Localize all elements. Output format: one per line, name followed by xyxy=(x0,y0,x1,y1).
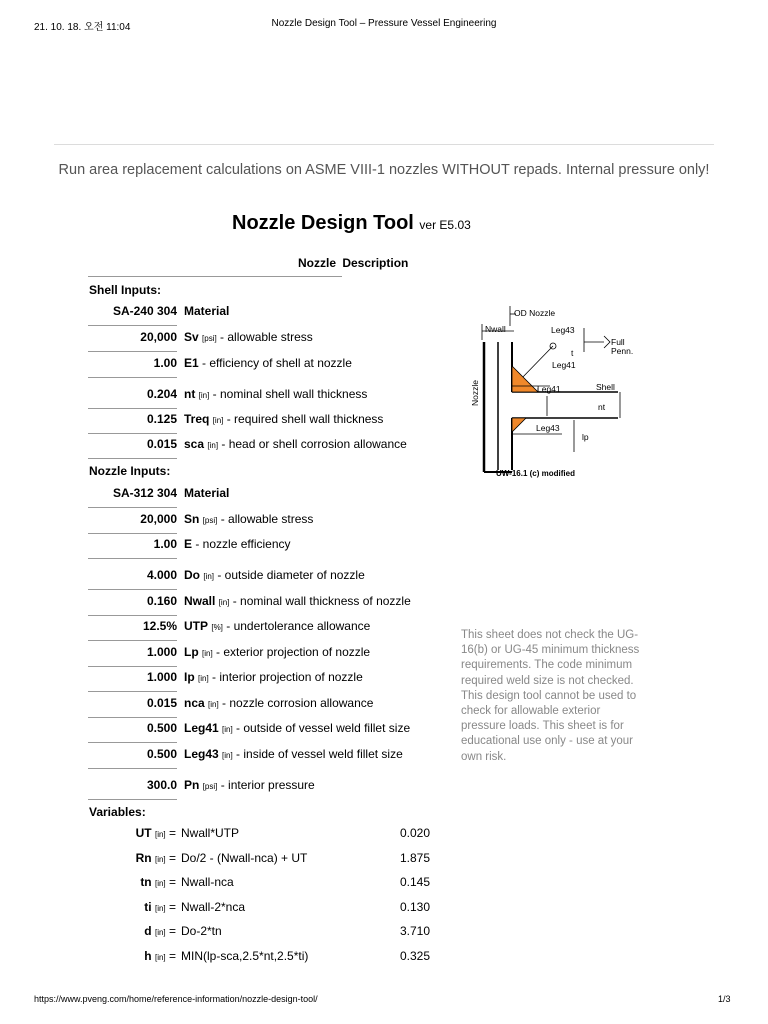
nt-symbol: nt xyxy=(184,387,196,401)
label-nwall: Nwall xyxy=(485,324,506,334)
utp-symbol: UTP xyxy=(184,619,208,633)
tn-name xyxy=(88,875,176,889)
pn-symbol: Pn xyxy=(184,778,200,792)
utp-label xyxy=(184,619,370,633)
pn-unit: [psi] xyxy=(202,782,218,791)
description-underline xyxy=(88,276,342,277)
tn-unit: [in] xyxy=(154,879,166,888)
print-datetime: 21. 10. 18. 오전 11:04 xyxy=(34,22,131,33)
ti-formula: Nwall-2*nca xyxy=(181,900,246,914)
sca-desc: - head or shell corrosion allowance xyxy=(218,437,407,451)
treq-desc: - required shell wall thickness xyxy=(223,412,384,426)
e1-desc: - efficiency of shell at nozzle xyxy=(198,356,352,370)
rn-name xyxy=(88,851,176,865)
ip-label xyxy=(184,670,363,684)
pn-desc: - interior pressure xyxy=(217,778,315,792)
e-value[interactable]: 1.00 xyxy=(88,537,177,559)
sv-value[interactable]: 20,000 xyxy=(88,330,177,352)
tool-title xyxy=(232,212,471,235)
do-symbol: Do xyxy=(184,568,200,582)
utp-desc: - undertolerance allowance xyxy=(222,619,371,633)
leg43-unit: [in] xyxy=(222,751,233,760)
diagram-caption: UW-16.1 (c) modified xyxy=(496,469,575,478)
ti-name xyxy=(88,900,176,914)
rn-symbol: Rn xyxy=(135,851,152,865)
d-formula: Do-2*tn xyxy=(181,924,222,938)
rn-result: 1.875 xyxy=(399,851,430,865)
nca-label xyxy=(184,696,373,710)
inner-fillet-weld xyxy=(512,418,526,432)
ip-desc: - interior projection of nozzle xyxy=(208,670,363,684)
pn-value[interactable]: 300.0 xyxy=(88,778,177,800)
nca-unit: [in] xyxy=(208,700,219,709)
tn-formula: Nwall-nca xyxy=(181,875,234,889)
label-nozzle: Nozzle xyxy=(470,380,480,406)
leg41-symbol: Leg41 xyxy=(184,721,219,735)
h-formula: MIN(lp-sca,2.5*nt,2.5*ti) xyxy=(181,949,309,963)
lp-value[interactable]: 1.000 xyxy=(88,645,177,667)
nca-symbol: nca xyxy=(184,696,205,710)
label-nt: nt xyxy=(598,402,606,412)
ut-formula: Nwall*UTP xyxy=(181,826,240,840)
sv-unit: [psi] xyxy=(202,334,217,343)
label-lp: lp xyxy=(582,432,589,442)
shell-inputs-heading: Shell Inputs: xyxy=(89,283,161,297)
weld-symbol-arrow xyxy=(604,336,610,348)
ti-result: 0.130 xyxy=(399,900,430,914)
nwall-desc: - nominal wall thickness of nozzle xyxy=(229,594,411,608)
treq-unit: [in] xyxy=(212,416,224,425)
tool-name: Nozzle Design Tool xyxy=(232,212,414,234)
leg43-symbol: Leg43 xyxy=(184,747,219,761)
do-label xyxy=(184,568,365,582)
ut-unit: [in] xyxy=(154,830,166,839)
nozzle-description: Nozzle Description xyxy=(298,256,409,270)
lp-symbol: Lp xyxy=(184,645,199,659)
e1-value[interactable]: 1.00 xyxy=(88,356,177,378)
ti-equals: = xyxy=(165,900,176,914)
label-t: t xyxy=(571,348,574,358)
label-leg43: Leg43 xyxy=(536,423,560,433)
ip-value[interactable]: 1.000 xyxy=(88,670,177,692)
ut-name xyxy=(88,826,176,840)
variables-heading: Variables: xyxy=(89,805,146,819)
label-od-nozzle: OD Nozzle xyxy=(514,308,556,318)
divider xyxy=(54,144,714,145)
h-symbol: h xyxy=(144,949,152,963)
e-symbol: E xyxy=(184,537,193,551)
ip-unit: [in] xyxy=(198,674,209,683)
ut-result: 0.020 xyxy=(399,826,430,840)
nozzle-material-text: Material xyxy=(184,486,230,500)
label-leg41-top: Leg41 xyxy=(552,360,576,370)
d-equals: = xyxy=(165,924,176,938)
leg41-value[interactable]: 0.500 xyxy=(88,721,177,743)
nwall-value[interactable]: 0.160 xyxy=(88,594,177,616)
nt-unit: [in] xyxy=(198,391,210,400)
lp-desc: - exterior projection of nozzle xyxy=(212,645,371,659)
nozzle-material-label xyxy=(184,486,229,500)
treq-label xyxy=(184,412,383,426)
nt-value[interactable]: 0.204 xyxy=(88,387,177,409)
label-penn: Penn. xyxy=(611,346,634,356)
h-unit: [in] xyxy=(154,953,166,962)
weld-detail-diagram xyxy=(458,300,650,484)
rn-formula: Do/2 - (Nwall-nca) + UT xyxy=(181,851,308,865)
h-result: 0.325 xyxy=(399,949,430,963)
d-symbol: d xyxy=(144,924,152,938)
sv-label xyxy=(184,330,313,344)
d-result: 3.710 xyxy=(399,924,430,938)
nwall-label xyxy=(184,594,411,608)
tn-symbol: tn xyxy=(140,875,152,889)
nt-label xyxy=(184,387,367,401)
nca-value[interactable]: 0.015 xyxy=(88,696,177,718)
sn-value[interactable]: 20,000 xyxy=(88,512,177,534)
label-shell: Shell xyxy=(596,382,615,392)
rn-equals: = xyxy=(165,851,176,865)
leg41-desc: - outside of vessel weld fillet size xyxy=(232,721,411,735)
sv-symbol: Sv xyxy=(184,330,199,344)
ip-symbol: Ip xyxy=(184,670,195,684)
lp-unit: [in] xyxy=(202,649,213,658)
ut-equals: = xyxy=(165,826,176,840)
leg41-label xyxy=(184,721,410,735)
d-name xyxy=(88,924,176,938)
shell-material-value[interactable]: SA-240 304 xyxy=(88,304,177,326)
disclaimer-note: This sheet does not check the UG-16(b) or UG-45 minimum thickness requirements. The code minimum required weld size is not checked. This design tool cannot be used to check for allowable exterior pressure loads. This sheet is for educational use only - use at your own risk. xyxy=(461,629,640,763)
outer-fillet-weld xyxy=(512,366,538,392)
label-leg41: Leg41 xyxy=(537,384,561,394)
treq-symbol: Treq xyxy=(184,412,210,426)
do-value[interactable]: 4.000 xyxy=(88,568,177,590)
sca-value[interactable]: 0.015 xyxy=(88,437,177,459)
treq-value[interactable]: 0.125 xyxy=(88,412,177,434)
e1-symbol: E1 xyxy=(184,356,199,370)
e1-label xyxy=(184,356,352,370)
sn-symbol: Sn xyxy=(184,512,200,526)
h-equals: = xyxy=(165,949,176,963)
footer-page: 1/3 xyxy=(718,994,731,1004)
sca-unit: [in] xyxy=(207,441,219,450)
nozzle-inputs-heading: Nozzle Inputs: xyxy=(89,464,171,478)
nca-desc: - nozzle corrosion allowance xyxy=(218,696,374,710)
sn-label xyxy=(184,512,313,526)
shell-material-text: Material xyxy=(184,304,230,318)
sca-symbol: sca xyxy=(184,437,205,451)
e-label xyxy=(184,537,291,551)
tagline: Run area replacement calculations on ASME VIII-1 nozzles WITHOUT repads. Internal pressure only! xyxy=(58,162,710,178)
tn-equals: = xyxy=(165,875,176,889)
sn-desc: - allowable stress xyxy=(217,512,314,526)
utp-value[interactable]: 12.5% xyxy=(88,619,177,641)
nwall-symbol: Nwall xyxy=(184,594,216,608)
sca-label xyxy=(184,437,407,451)
nwall-unit: [in] xyxy=(218,598,230,607)
sv-desc: - allowable stress xyxy=(216,330,313,344)
tool-version: ver E5.03 xyxy=(419,218,471,232)
d-unit: [in] xyxy=(154,928,166,937)
e-desc: - nozzle efficiency xyxy=(192,537,291,551)
label-leg43-top: Leg43 xyxy=(551,325,575,335)
tn-result: 0.145 xyxy=(399,875,430,889)
lp-label xyxy=(184,645,370,659)
pn-label xyxy=(184,778,315,792)
shell-material-label xyxy=(184,304,229,318)
ti-symbol: ti xyxy=(144,900,152,914)
nozzle-material-value[interactable]: SA-312 304 xyxy=(88,486,177,508)
ti-unit: [in] xyxy=(154,904,166,913)
nt-desc: - nominal shell wall thickness xyxy=(209,387,368,401)
utp-unit: [%] xyxy=(211,623,223,632)
weld-leader-line xyxy=(520,346,553,380)
label-full: Full xyxy=(611,337,625,347)
h-name xyxy=(88,949,176,963)
footer-url: https://www.pveng.com/home/reference-information/nozzle-design-tool/ xyxy=(34,994,318,1004)
leg43-value[interactable]: 0.500 xyxy=(88,747,177,769)
leg43-desc: - inside of vessel weld fillet size xyxy=(232,747,403,761)
do-unit: [in] xyxy=(203,572,215,581)
leg41-unit: [in] xyxy=(222,725,233,734)
sn-unit: [psi] xyxy=(202,516,218,525)
ut-symbol: UT xyxy=(135,826,152,840)
leg43-label xyxy=(184,747,403,761)
print-title: Nozzle Design Tool – Pressure Vessel Engineering xyxy=(271,18,497,29)
do-desc: - outside diameter of nozzle xyxy=(214,568,365,582)
rn-unit: [in] xyxy=(154,855,166,864)
